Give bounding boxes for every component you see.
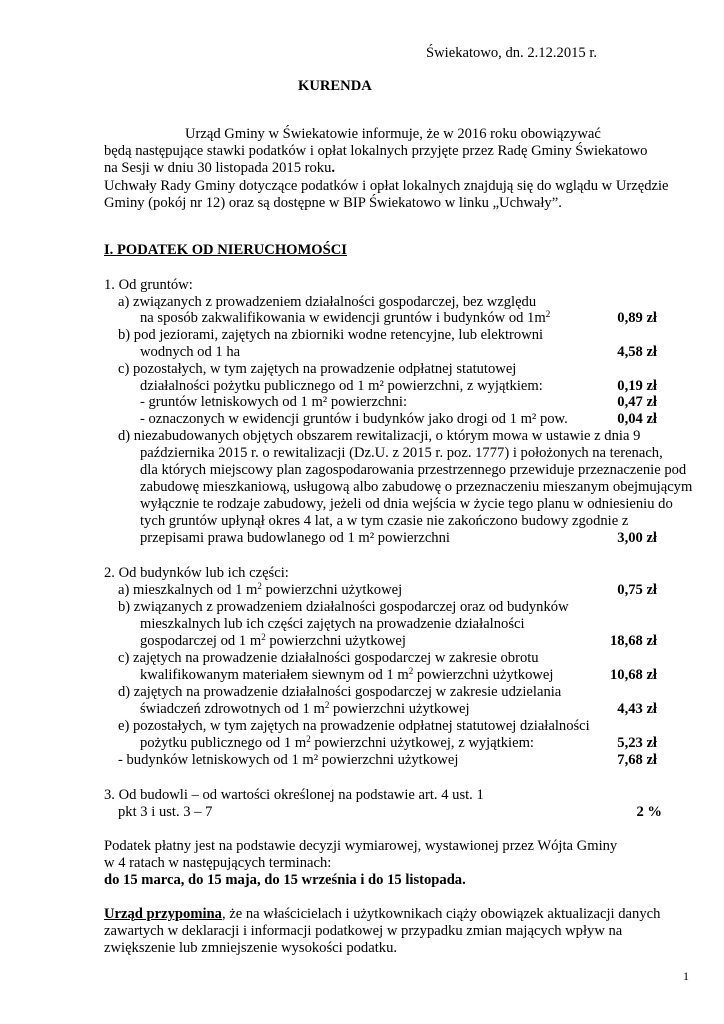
list-item: b) związanych z prowadzeniem działalności gospodarczej oraz od budynków [118,599,569,615]
list-item [118,582,402,599]
list-item: przepisami prawa budowlanego od 1 m² powierzchni [140,530,450,546]
intro-line: Uchwały Rady Gminy dotyczące podatków i opłat lokalnych znajdują się do wglądu w Urzędzie [104,178,669,194]
tax-rate: 10,68 zł [609,667,657,683]
list-item: c) pozostałych, w tym zajętych na prowadzenie odpłatnej statutowej [118,361,517,377]
tax-rate: 18,68 zł [609,633,657,649]
tax-rate: 0,47 zł [617,394,657,410]
superscript: 2 [545,309,551,319]
list-item: d) zajętych na prowadzenie działalności gospodarczej w zakresie udzielania [118,684,562,700]
list-item-text: powierzchni użytkowej [261,582,403,598]
tax-rate: 5,23 zł [617,735,657,751]
intro-line-text: na Sesji w dniu 30 listopada 2015 roku [104,160,332,176]
document-title: KURENDA [298,78,372,94]
tax-rate: 0,19 zł [617,378,657,394]
paragraph-line: Podatek płatny jest na podstawie decyzji wymiarowej, wystawionej przez Wójta Gminy [104,838,618,854]
list-item: wodnych od 1 ha [140,344,241,360]
list-item: - gruntów letniskowych od 1 m² powierzchni: [140,394,408,410]
list-item [140,701,470,718]
list-item: zabudowę mieszkaniową, usługową albo zabudowę o przeznaczeniu mieszanym obejmującym [140,479,693,495]
list-title: 3. Od budowli – od wartości określonej na podstawie art. 4 ust. 1 [104,787,484,803]
list-item-text: a) mieszkalnych od 1 m [118,582,258,598]
superscript: 2 [257,581,262,591]
list-item: pkt 3 i ust. 3 – 7 [118,804,213,820]
list-item: - budynków letniskowych od 1 m² powierzchni użytkowej [118,752,459,768]
paragraph-line: zawartych w deklaracji i informacji podatkowej w przypadku zmian mających wpływ na [104,923,623,939]
list-item: tych gruntów upłynął okres 4 lat, a w tym czasie nie zakończono budowy zgodnie z [140,513,629,529]
list-item: c) zajętych na prowadzenie działalności gospodarczej w zakresie obrotu [118,650,539,666]
list-item: działalności pożytku publicznego od 1 m² powierzchni, z wyjątkiem: [140,378,543,394]
list-item [140,667,553,684]
list-item-text: świadczeń zdrowotnych od 1 m [140,701,325,717]
tax-rate: 7,68 zł [617,752,657,768]
list-item-text: na sposób zakwalifikowania w ewidencji gruntów i budynków od 1m [140,310,546,326]
list-item: dla których miejscowy plan zagospodarowania przestrzennego przewiduje przeznaczenie pod [140,462,687,478]
paragraph-line: zwiększenie lub zmniejszenie wysokości podatku. [104,940,398,956]
reminder-lead: Urząd przypomina [104,906,222,922]
section-heading: I. PODATEK OD NIERUCHOMOŚCI [104,242,347,258]
superscript: 2 [408,666,414,676]
tax-rate: 4,43 zł [617,701,657,717]
intro-line [104,160,335,177]
list-title: 2. Od budynków lub ich części: [104,565,289,581]
tax-rate: 0,75 zł [617,582,657,598]
list-item: wyłącznie te rodzaje zabudowy, jeżeli od dnia wejścia w życie tego planu w odniesieniu do [140,496,673,512]
tax-rate: 0,04 zł [617,411,657,427]
tax-rate: 2 % [636,804,662,820]
list-item-text: powierzchni użytkowej [413,667,554,683]
intro-line-dot: . [331,160,336,176]
tax-rate: 0,89 zł [617,310,657,326]
tax-rate: 4,58 zł [617,344,657,360]
intro-line: będą następujące stawki podatków i opłat lokalnych przyjęte przez Radę Gminy Świekatowo [104,143,648,159]
list-item-text: gospodarczej od 1 m [140,633,262,649]
tax-rate: 3,00 zł [617,530,657,546]
document-date: Świekatowo, dn. 2.12.2015 r. [426,45,598,61]
payment-deadlines: do 15 marca, do 15 maja, do 15 września i do 15 listopada. [104,872,466,888]
list-item [140,633,406,650]
list-item-text: kwalifikowanym materiałem siewnym od 1 m [140,667,409,683]
list-item: - oznaczonych w ewidencji gruntów i budynków jako drogi od 1 m² pow. [140,411,568,427]
paragraph-line: w 4 ratach w następujących terminach: [104,855,332,871]
page-number: 1 [683,969,689,983]
intro-line: Gminy (pokój nr 12) oraz są dostępne w BIP Świekatowo w linku „Uchwały”. [104,195,562,211]
paragraph-line [104,906,660,923]
list-item [140,735,534,752]
list-item: mieszkalnych lub ich części zajętych na prowadzenie działalności [140,616,525,632]
superscript: 2 [324,700,330,710]
superscript: 2 [261,632,266,642]
list-item: b) pod jeziorami, zajętych na zbiorniki wodne retencyjne, lub elektrowni [118,327,544,343]
list-item: e) pozostałych, w tym zajętych na prowadzenie odpłatnej statutowej działalności [118,718,590,734]
list-item [140,310,550,327]
paragraph-text: , że na właścicielach i użytkownikach ciąży obowiązek aktualizacji danych [221,906,661,922]
list-item-text: powierzchni użytkowej [265,633,406,649]
list-item: października 2015 r. o rewitalizacji (Dz.U. z 2015 r. poz. 1777) i położonych na terenach, [140,445,663,461]
list-item-text: powierzchni użytkowej [329,701,470,717]
list-title: 1. Od gruntów: [104,277,193,293]
list-item: a) związanych z prowadzeniem działalności gospodarczej, bez względu [118,294,537,310]
list-item-text: pożytku publicznego od 1 m [140,735,307,751]
list-item: d) niezabudowanych objętych obszarem rewitalizacji, o którym mowa w ustawie z dnia 9 [118,428,641,444]
intro-line: Urząd Gminy w Świekatowie informuje, że w 2016 roku obowiązywać [185,126,601,142]
list-item-text: powierzchni użytkowej, z wyjątkiem: [310,735,534,751]
superscript: 2 [306,734,311,744]
